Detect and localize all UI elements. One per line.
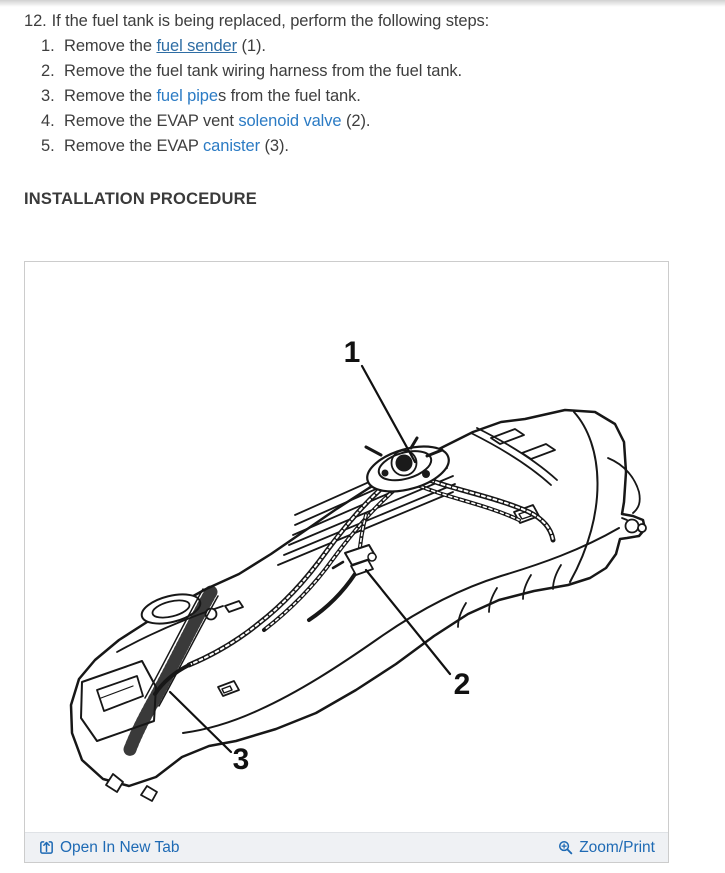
open-in-new-tab-label: Open In New Tab [60, 838, 180, 856]
substep-text [64, 84, 361, 109]
substep-text [64, 134, 289, 159]
substep-text [64, 109, 370, 134]
callout-3: 3 [232, 743, 250, 776]
step-number: 12. [24, 12, 47, 30]
substep-text-pre: Remove the [64, 37, 157, 55]
fuel-tank-diagram [25, 262, 668, 832]
substep-number: 1. [41, 37, 55, 55]
figure-panel [24, 261, 669, 863]
substep-number: 2. [41, 62, 55, 80]
substep-text-post: (1). [237, 37, 266, 55]
fuel-pipe-link[interactable]: fuel pipe [156, 87, 218, 105]
callout-1: 1 [343, 336, 361, 369]
substep-text: Remove the fuel tank wiring harness from the fuel tank. [64, 62, 463, 80]
figure-toolbar [25, 832, 668, 862]
substep-1 [41, 34, 725, 59]
zoom-magnifier-icon [557, 839, 574, 856]
substep-4 [41, 109, 725, 134]
zoom-print-link[interactable] [557, 839, 655, 856]
substep-text-post: (2). [341, 112, 371, 130]
substep-3 [41, 84, 725, 109]
substep-text-pre: Remove the EVAP [64, 137, 204, 155]
substep-text-pre: Remove the EVAP vent [64, 112, 239, 130]
substep-2 [41, 59, 725, 84]
canister-link[interactable]: canister [203, 137, 261, 155]
open-in-new-tab-icon [38, 839, 55, 856]
substep-number: 3. [41, 87, 55, 105]
removal-steps [24, 9, 725, 159]
step-text: If the fuel tank is being replaced, perform the following steps: [51, 12, 490, 30]
callout-2: 2 [453, 668, 471, 701]
substep-5 [41, 134, 725, 159]
fuel-tank-line-art [25, 262, 668, 832]
substep-number: 4. [41, 112, 55, 130]
section-heading: INSTALLATION PROCEDURE [24, 190, 257, 208]
tank-line-art [71, 366, 646, 801]
zoom-print-label: Zoom/Print [579, 838, 655, 856]
substep-text-post: s from the fuel tank. [217, 87, 361, 105]
substep-text-post: (3). [260, 137, 289, 155]
fuel-sender-link[interactable]: fuel sender [156, 37, 237, 55]
substep-text [64, 34, 266, 59]
open-in-new-tab-link[interactable] [38, 839, 179, 856]
procedure-content [0, 0, 725, 209]
solenoid-valve-link[interactable]: solenoid valve [238, 112, 342, 130]
substep-text-pre: Remove the [64, 87, 157, 105]
step-12 [24, 9, 725, 34]
substep-number: 5. [41, 137, 55, 155]
